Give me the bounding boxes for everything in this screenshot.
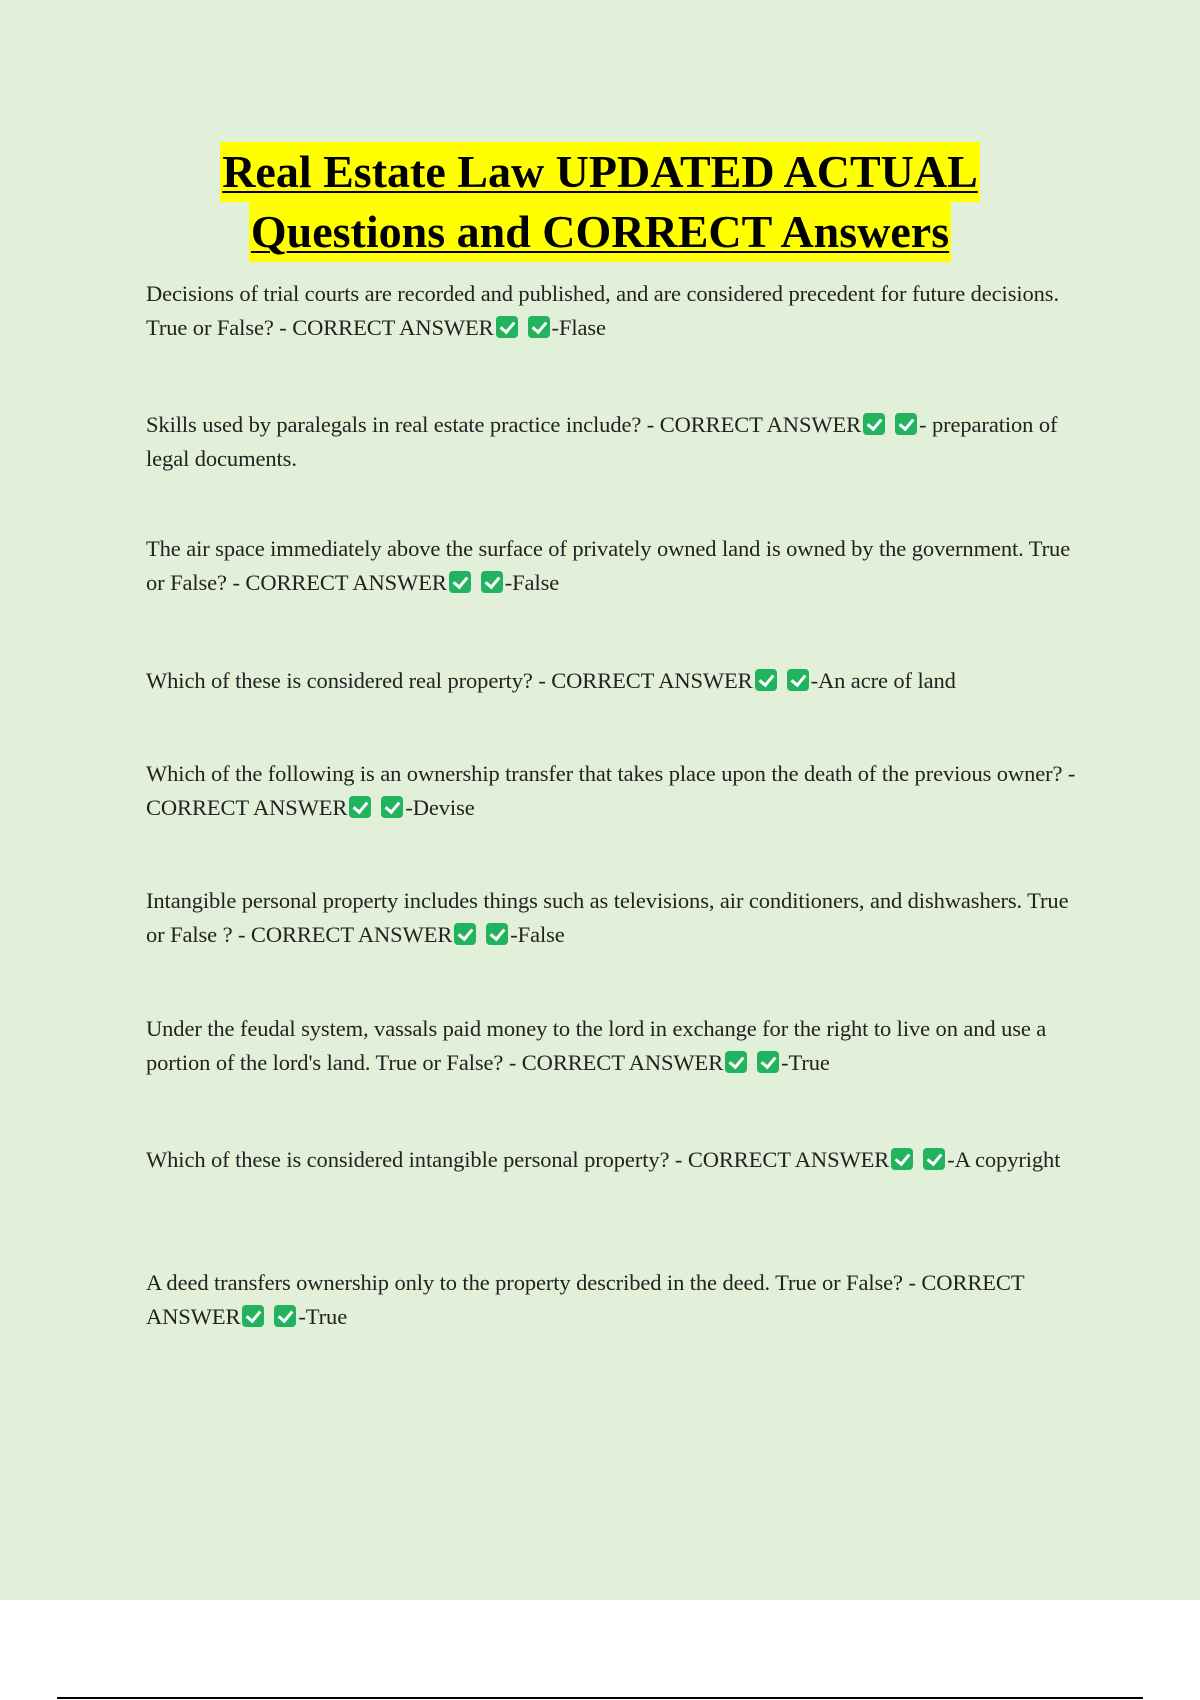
answer-text: -False xyxy=(504,570,560,595)
green-checkmark-icon xyxy=(274,1305,296,1327)
green-checkmark-icon xyxy=(381,796,403,818)
answer-text: -True xyxy=(781,1050,830,1075)
answer-text: -False xyxy=(510,922,565,947)
qa-item-9 xyxy=(146,1266,1076,1334)
green-checkmark-icon xyxy=(923,1148,945,1170)
green-checkmark-icon xyxy=(242,1305,264,1327)
question-text: A deed transfers ownership only to the property described in the deed. True or False? - xyxy=(146,1270,922,1295)
green-checkmark-icon xyxy=(349,796,371,818)
green-checkmark-icon xyxy=(449,571,471,593)
green-checkmark-icon xyxy=(481,571,503,593)
answer-label: CORRECT ANSWER xyxy=(659,412,862,437)
green-checkmark-icon xyxy=(486,923,508,945)
qa-item-3 xyxy=(146,532,1076,600)
question-text: Which of the following is an ownership transfer that takes place upon the death of the previous owner? - xyxy=(146,761,1076,786)
green-checkmark-icon xyxy=(757,1051,779,1073)
qa-item-8 xyxy=(146,1143,1076,1177)
question-text: Skills used by paralegals in real estate practice include? - xyxy=(146,412,660,437)
green-checkmark-icon xyxy=(454,923,476,945)
footer-divider xyxy=(57,1697,1143,1699)
answer-label: CORRECT ANSWER xyxy=(250,922,453,947)
answer-text: - preparation of legal documents. xyxy=(146,412,1058,471)
qa-item-1 xyxy=(146,277,1076,345)
answer-label: CORRECT ANSWER xyxy=(687,1147,890,1172)
document-title xyxy=(0,142,1200,262)
green-checkmark-icon xyxy=(725,1051,747,1073)
question-text: The air space immediately above the surface of privately owned land is owned by the government. True or False? - xyxy=(146,536,1071,595)
green-checkmark-icon xyxy=(891,1148,913,1170)
answer-text: -An acre of land xyxy=(810,668,956,693)
title-line-2: Questions and CORRECT Answers xyxy=(249,202,951,262)
qa-item-2 xyxy=(146,408,1076,476)
question-text: Which of these is considered real property? - xyxy=(146,668,552,693)
question-text: Under the feudal system, vassals paid money to the lord in exchange for the right to live on and use a portion of the lord's land. True or False? - xyxy=(146,1016,1047,1075)
question-text: Intangible personal property includes things such as televisions, air conditioners, and dishwashers. True or False ? - xyxy=(146,888,1069,947)
qa-item-6 xyxy=(146,884,1076,952)
answer-text: -A copyright xyxy=(947,1147,1061,1172)
answer-label: CORRECT ANSWER xyxy=(146,1270,1025,1329)
qa-item-7 xyxy=(146,1012,1076,1080)
green-checkmark-icon xyxy=(787,669,809,691)
green-checkmark-icon xyxy=(755,669,777,691)
qa-item-5 xyxy=(146,757,1076,825)
question-text: Decisions of trial courts are recorded and published, and are considered precedent for future decisions. True or False? - xyxy=(146,281,1059,340)
question-text: Which of these is considered intangible personal property? - xyxy=(146,1147,688,1172)
answer-label: CORRECT ANSWER xyxy=(551,668,753,693)
answer-label: CORRECT ANSWER xyxy=(292,315,494,340)
answer-label: CORRECT ANSWER xyxy=(146,795,348,820)
qa-item-4 xyxy=(146,664,1076,698)
green-checkmark-icon xyxy=(496,316,518,338)
green-checkmark-icon xyxy=(528,316,550,338)
green-checkmark-icon xyxy=(895,413,917,435)
green-checkmark-icon xyxy=(863,413,885,435)
answer-text: -True xyxy=(298,1304,348,1329)
title-line-1: Real Estate Law UPDATED ACTUAL xyxy=(220,142,980,202)
answer-text: -Devise xyxy=(405,795,475,820)
answer-label: CORRECT ANSWER xyxy=(521,1050,724,1075)
answer-text: -Flase xyxy=(551,315,606,340)
answer-label: CORRECT ANSWER xyxy=(245,570,447,595)
